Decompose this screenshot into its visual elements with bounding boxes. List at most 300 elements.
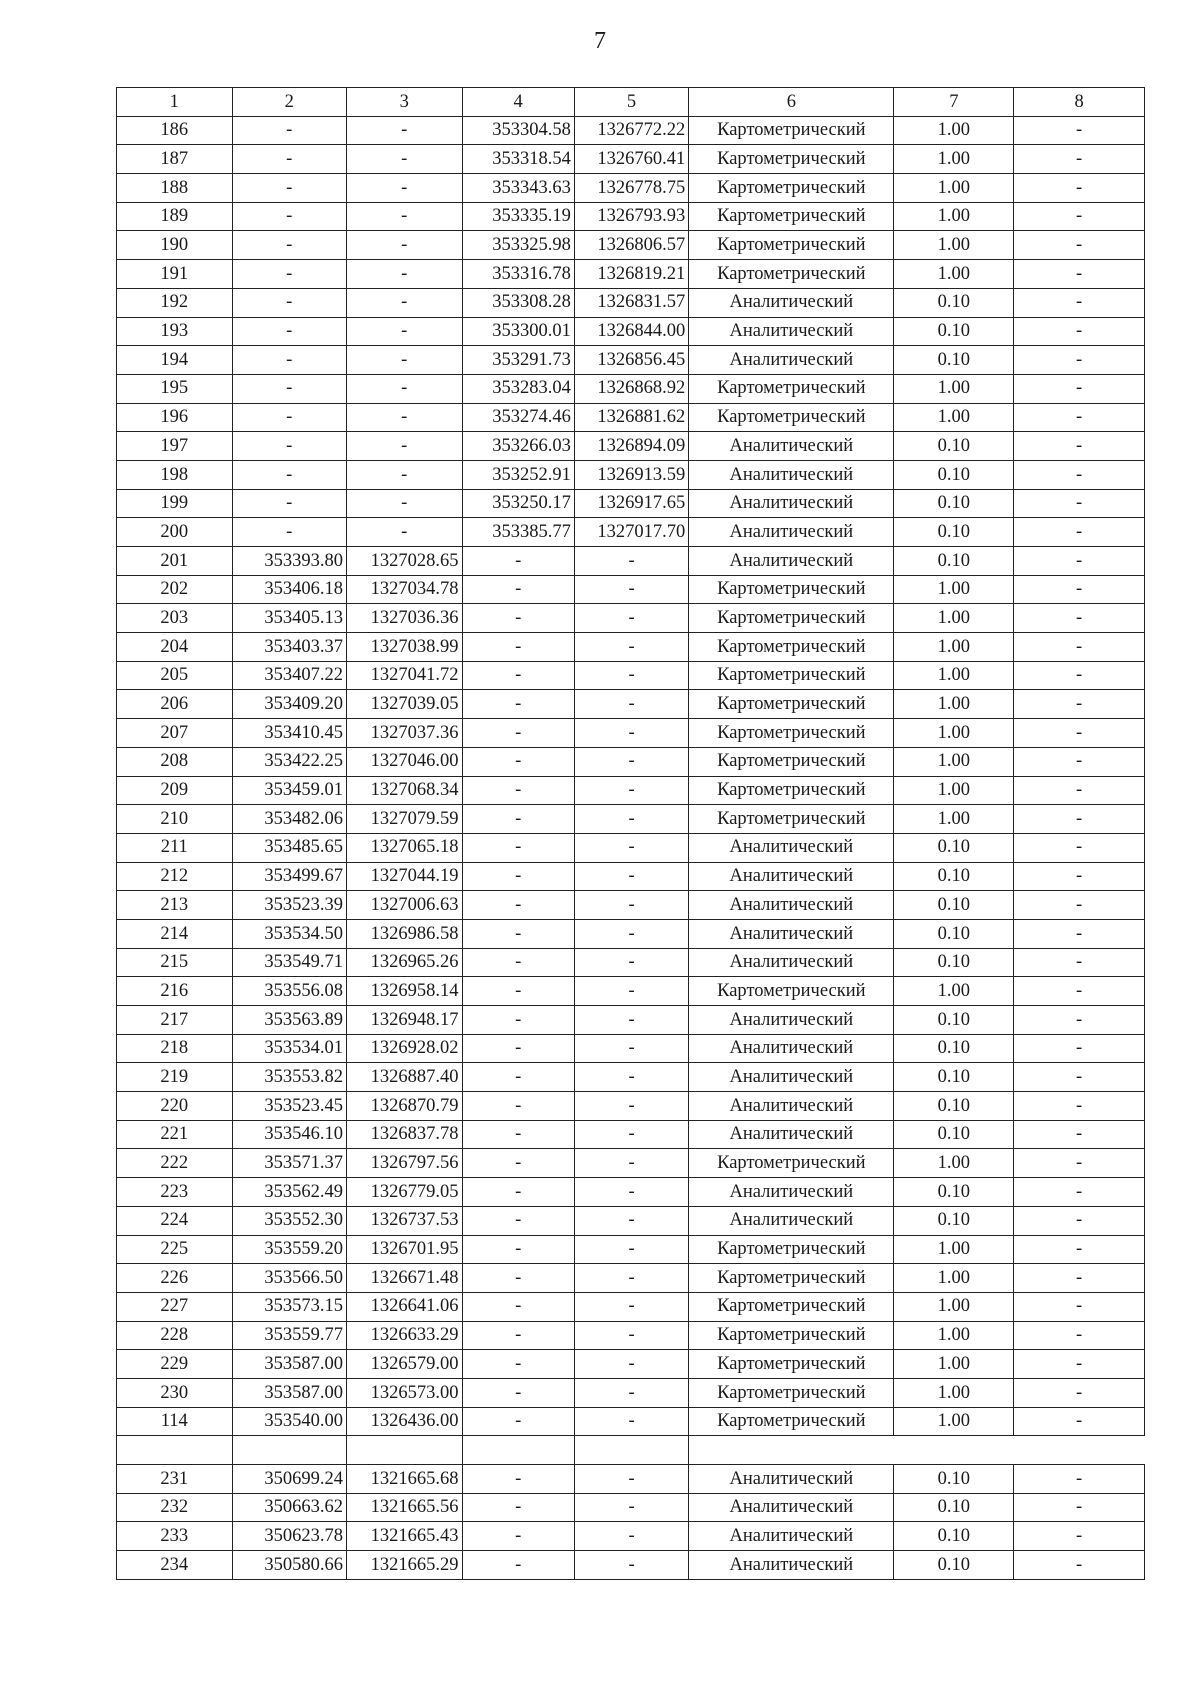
table-cell-col-5: - (574, 1006, 688, 1035)
column-header-8: 8 (1014, 88, 1145, 117)
table-row (117, 805, 1145, 834)
table-cell-col-8: - (1014, 575, 1145, 604)
table-cell-col-1: 222 (117, 1149, 233, 1178)
table-cell-col-8: - (1014, 604, 1145, 633)
table-cell-col-1: 214 (117, 919, 233, 948)
table-cell-col-4: - (462, 719, 574, 748)
table-cell-col-1: 209 (117, 776, 233, 805)
table-row (117, 288, 1145, 317)
table-row (117, 202, 1145, 231)
table-cell-col-2: - (232, 489, 346, 518)
table-cell-col-3: 1326779.05 (346, 1178, 462, 1207)
table-cell-col-1: 219 (117, 1063, 233, 1092)
table-cell-col-5: - (574, 1292, 688, 1321)
table-cell-col-5: 1326778.75 (574, 174, 688, 203)
table-cell-col-4: - (462, 1321, 574, 1350)
table-cell-col-6: Картометрический (689, 116, 894, 145)
table-cell-col-4: - (462, 747, 574, 776)
table-cell-col-5: 1326856.45 (574, 346, 688, 375)
table-cell-col-1: 200 (117, 518, 233, 547)
table-cell-col-5: - (574, 547, 688, 576)
table-cell-col-2: 353409.20 (232, 690, 346, 719)
table-cell-col-3: 1327034.78 (346, 575, 462, 604)
table-row (117, 633, 1145, 662)
table-cell-col-3: 1327079.59 (346, 805, 462, 834)
table-cell-col-3: 1326797.56 (346, 1149, 462, 1178)
table-cell-col-3: 1326837.78 (346, 1120, 462, 1149)
table-cell-col-5: - (574, 1034, 688, 1063)
table-row (117, 575, 1145, 604)
table-cell-col-6: Картометрический (689, 1378, 894, 1407)
table-cell-col-6: Картометрический (689, 145, 894, 174)
table-cell-col-3: 1326671.48 (346, 1264, 462, 1293)
table-row (117, 719, 1145, 748)
table-cell-col-3: 1326870.79 (346, 1092, 462, 1121)
table-cell-col-8: - (1014, 633, 1145, 662)
table-row (117, 1206, 1145, 1235)
table-cell-col-1: 191 (117, 260, 233, 289)
table-cell-col-5: - (574, 891, 688, 920)
table-cell-col-8: - (1014, 1034, 1145, 1063)
table-cell-col-4: - (462, 1522, 574, 1551)
table-cell-col-6: Аналитический (689, 1034, 894, 1063)
table-cell-col-7: 0.10 (894, 1120, 1014, 1149)
table-cell-col-3: - (346, 202, 462, 231)
table-cell-col-2: 353534.01 (232, 1034, 346, 1063)
table-cell-col-3: - (346, 518, 462, 547)
table-cell-col-7: 0.10 (894, 1063, 1014, 1092)
table-cell-col-1: 226 (117, 1264, 233, 1293)
table-cell-col-2: 353407.22 (232, 661, 346, 690)
table-cell-col-1: 199 (117, 489, 233, 518)
table-cell-col-3: 1326573.00 (346, 1378, 462, 1407)
table-cell-col-5: - (574, 1092, 688, 1121)
table-cell-col-1: 228 (117, 1321, 233, 1350)
table-cell-col-5: 1326760.41 (574, 145, 688, 174)
table-cell-col-8: - (1014, 231, 1145, 260)
table-cell-col-6: Картометрический (689, 719, 894, 748)
empty-cell (1014, 1436, 1145, 1465)
table-cell-col-2: 353523.39 (232, 891, 346, 920)
table-cell-col-1: 215 (117, 948, 233, 977)
table-cell-col-3: - (346, 403, 462, 432)
column-header-2: 2 (232, 88, 346, 117)
table-cell-col-2: 353556.08 (232, 977, 346, 1006)
table-cell-col-8: - (1014, 1350, 1145, 1379)
table-cell-col-3: 1327037.36 (346, 719, 462, 748)
table-cell-col-5: - (574, 1063, 688, 1092)
table-row (117, 547, 1145, 576)
table-cell-col-4: 353252.91 (462, 460, 574, 489)
table-cell-col-4: - (462, 1235, 574, 1264)
table-cell-col-2: - (232, 116, 346, 145)
table-cell-col-8: - (1014, 661, 1145, 690)
table-row (117, 1350, 1145, 1379)
table-row (117, 1178, 1145, 1207)
table-cell-col-6: Картометрический (689, 231, 894, 260)
table-row (117, 518, 1145, 547)
table-row (117, 1149, 1145, 1178)
table-cell-col-2: 353393.80 (232, 547, 346, 576)
table-cell-col-4: - (462, 1034, 574, 1063)
table-cell-col-7: 1.00 (894, 1264, 1014, 1293)
table-cell-col-8: - (1014, 260, 1145, 289)
table-cell-col-8: - (1014, 288, 1145, 317)
table-cell-col-3: 1327038.99 (346, 633, 462, 662)
table-cell-col-6: Картометрический (689, 977, 894, 1006)
table-cell-col-7: 0.10 (894, 547, 1014, 576)
table-cell-col-1: 224 (117, 1206, 233, 1235)
table-cell-col-1: 211 (117, 833, 233, 862)
table-cell-col-4: - (462, 1006, 574, 1035)
table-cell-col-6: Аналитический (689, 1206, 894, 1235)
table-cell-col-6: Картометрический (689, 575, 894, 604)
table-cell-col-5: - (574, 719, 688, 748)
table-cell-col-6: Аналитический (689, 1493, 894, 1522)
table-cell-col-7: 1.00 (894, 1350, 1014, 1379)
table-row (117, 1092, 1145, 1121)
table-cell-col-8: - (1014, 460, 1145, 489)
table-cell-col-2: 350663.62 (232, 1493, 346, 1522)
table-cell-col-7: 1.00 (894, 1235, 1014, 1264)
table-cell-col-2: - (232, 460, 346, 489)
table-cell-col-5: - (574, 1178, 688, 1207)
table-cell-col-2: 353563.89 (232, 1006, 346, 1035)
table-cell-col-6: Картометрический (689, 174, 894, 203)
table-cell-col-7: 1.00 (894, 1321, 1014, 1350)
table-cell-col-6: Картометрический (689, 1149, 894, 1178)
table-cell-col-8: - (1014, 977, 1145, 1006)
table-cell-col-7: 0.10 (894, 1034, 1014, 1063)
table-cell-col-7: 0.10 (894, 460, 1014, 489)
table-row (117, 1378, 1145, 1407)
table-cell-col-7: 1.00 (894, 719, 1014, 748)
table-cell-col-6: Картометрический (689, 805, 894, 834)
table-cell-col-8: - (1014, 919, 1145, 948)
table-cell-col-7: 0.10 (894, 1178, 1014, 1207)
table-cell-col-6: Аналитический (689, 1551, 894, 1580)
table-row (117, 919, 1145, 948)
table-cell-col-4: - (462, 1264, 574, 1293)
table-row (117, 977, 1145, 1006)
table-row (117, 1292, 1145, 1321)
table-cell-col-2: 353540.00 (232, 1407, 346, 1436)
table-cell-col-5: - (574, 1493, 688, 1522)
table-cell-col-2: 350699.24 (232, 1465, 346, 1494)
table-cell-col-4: - (462, 575, 574, 604)
table-cell-col-4: - (462, 1551, 574, 1580)
table-row (117, 661, 1145, 690)
table-cell-col-5: - (574, 1149, 688, 1178)
table-cell-col-7: 1.00 (894, 776, 1014, 805)
table-row (117, 1522, 1145, 1551)
table-cell-col-6: Аналитический (689, 1063, 894, 1092)
table-cell-col-8: - (1014, 805, 1145, 834)
table-cell-col-3: 1327065.18 (346, 833, 462, 862)
table-cell-col-4: - (462, 1378, 574, 1407)
table-cell-col-2: - (232, 432, 346, 461)
table-cell-col-6: Картометрический (689, 374, 894, 403)
table-cell-col-5: - (574, 604, 688, 633)
table-cell-col-8: - (1014, 145, 1145, 174)
table-cell-col-3: - (346, 231, 462, 260)
table-cell-col-1: 188 (117, 174, 233, 203)
table-cell-col-5: - (574, 1264, 688, 1293)
table-row (117, 460, 1145, 489)
table-cell-col-6: Аналитический (689, 432, 894, 461)
table-cell-col-8: - (1014, 1206, 1145, 1235)
table-row (117, 432, 1145, 461)
table-cell-col-5: - (574, 575, 688, 604)
table-cell-col-4: - (462, 862, 574, 891)
table-cell-col-5: - (574, 948, 688, 977)
table-cell-col-4: - (462, 1350, 574, 1379)
table-cell-col-8: - (1014, 1006, 1145, 1035)
table-cell-col-6: Картометрический (689, 1264, 894, 1293)
table-cell-col-6: Картометрический (689, 260, 894, 289)
table-cell-col-5: - (574, 1551, 688, 1580)
table-cell-col-7: 1.00 (894, 633, 1014, 662)
table-row (117, 1551, 1145, 1580)
table-cell-col-5: 1326772.22 (574, 116, 688, 145)
table-cell-col-4: - (462, 805, 574, 834)
table-cell-col-6: Аналитический (689, 489, 894, 518)
table-cell-col-4: - (462, 1092, 574, 1121)
table-cell-col-2: - (232, 403, 346, 432)
table-cell-col-2: - (232, 260, 346, 289)
table-cell-col-3: - (346, 288, 462, 317)
table-row (117, 948, 1145, 977)
table-cell-col-7: 1.00 (894, 116, 1014, 145)
table-cell-col-8: - (1014, 1178, 1145, 1207)
table-cell-col-6: Аналитический (689, 833, 894, 862)
table-cell-col-3: - (346, 145, 462, 174)
table-cell-col-2: 353549.71 (232, 948, 346, 977)
table-cell-col-2: 353405.13 (232, 604, 346, 633)
table-cell-col-4: - (462, 1063, 574, 1092)
table-cell-col-7: 0.10 (894, 1493, 1014, 1522)
table-cell-col-4: - (462, 633, 574, 662)
table-cell-col-7: 1.00 (894, 1378, 1014, 1407)
table-cell-col-1: 213 (117, 891, 233, 920)
table-cell-col-2: 353546.10 (232, 1120, 346, 1149)
table-cell-col-6: Аналитический (689, 317, 894, 346)
table-cell-col-7: 1.00 (894, 690, 1014, 719)
table-cell-col-7: 1.00 (894, 260, 1014, 289)
table-cell-col-4: - (462, 833, 574, 862)
table-cell-col-2: - (232, 518, 346, 547)
table-cell-col-7: 0.10 (894, 1006, 1014, 1035)
table-cell-col-2: - (232, 145, 346, 174)
table-cell-col-6: Аналитический (689, 1178, 894, 1207)
table-cell-col-4: - (462, 1178, 574, 1207)
table-cell-col-5: - (574, 805, 688, 834)
table-cell-col-3: - (346, 317, 462, 346)
table-cell-col-8: - (1014, 948, 1145, 977)
table-cell-col-3: 1326965.26 (346, 948, 462, 977)
table-cell-col-6: Аналитический (689, 1006, 894, 1035)
table-cell-col-5: - (574, 862, 688, 891)
table-cell-col-1: 233 (117, 1522, 233, 1551)
table-cell-col-8: - (1014, 518, 1145, 547)
table-cell-col-1: 208 (117, 747, 233, 776)
table-row (117, 489, 1145, 518)
table-cell-col-5: 1327017.70 (574, 518, 688, 547)
table-cell-col-3: 1326641.06 (346, 1292, 462, 1321)
table-cell-col-5: 1326868.92 (574, 374, 688, 403)
table-cell-col-8: - (1014, 1465, 1145, 1494)
table-cell-col-7: 0.10 (894, 1551, 1014, 1580)
table-cell-col-1: 234 (117, 1551, 233, 1580)
table-cell-col-4: - (462, 1493, 574, 1522)
table-cell-col-2: 350623.78 (232, 1522, 346, 1551)
table-cell-col-3: 1321665.43 (346, 1522, 462, 1551)
table-cell-col-7: 1.00 (894, 747, 1014, 776)
table-cell-col-5: - (574, 1465, 688, 1494)
table-cell-col-6: Аналитический (689, 891, 894, 920)
table-cell-col-5: - (574, 1407, 688, 1436)
table-cell-col-1: 195 (117, 374, 233, 403)
table-cell-col-5: 1326819.21 (574, 260, 688, 289)
table-cell-col-4: - (462, 1407, 574, 1436)
table-cell-col-6: Картометрический (689, 1292, 894, 1321)
table-cell-col-3: - (346, 174, 462, 203)
table-cell-col-1: 203 (117, 604, 233, 633)
table-cell-col-7: 0.10 (894, 432, 1014, 461)
table-cell-col-3: - (346, 432, 462, 461)
table-cell-col-6: Аналитический (689, 1465, 894, 1494)
table-cell-col-7: 0.10 (894, 1206, 1014, 1235)
table-cell-col-1: 212 (117, 862, 233, 891)
table-cell-col-2: - (232, 346, 346, 375)
table-cell-col-2: - (232, 288, 346, 317)
table-cell-col-3: 1326986.58 (346, 919, 462, 948)
table-cell-col-6: Аналитический (689, 518, 894, 547)
table-cell-col-7: 0.10 (894, 891, 1014, 920)
table-cell-col-8: - (1014, 1522, 1145, 1551)
table-cell-col-4: 353266.03 (462, 432, 574, 461)
table-cell-col-6: Аналитический (689, 346, 894, 375)
table-cell-col-4: - (462, 661, 574, 690)
table-cell-col-3: 1326928.02 (346, 1034, 462, 1063)
table-cell-col-3: 1327006.63 (346, 891, 462, 920)
table-cell-col-3: 1327044.19 (346, 862, 462, 891)
table-cell-col-2: 353523.45 (232, 1092, 346, 1121)
table-cell-col-2: - (232, 374, 346, 403)
table-cell-col-7: 1.00 (894, 1292, 1014, 1321)
table-cell-col-7: 1.00 (894, 403, 1014, 432)
table-cell-col-4: - (462, 891, 574, 920)
table-cell-col-1: 218 (117, 1034, 233, 1063)
table-cell-col-3: - (346, 374, 462, 403)
table-cell-col-1: 190 (117, 231, 233, 260)
table-cell-col-5: 1326881.62 (574, 403, 688, 432)
table-cell-col-3: - (346, 489, 462, 518)
table-cell-col-8: - (1014, 317, 1145, 346)
table-cell-col-3: 1321665.29 (346, 1551, 462, 1580)
coordinates-table (116, 87, 1145, 1580)
table-cell-col-8: - (1014, 1063, 1145, 1092)
table-cell-col-3: - (346, 116, 462, 145)
table-cell-col-1: 205 (117, 661, 233, 690)
table-cell-col-7: 1.00 (894, 977, 1014, 1006)
table-cell-col-5: - (574, 1321, 688, 1350)
table-cell-col-2: 353553.82 (232, 1063, 346, 1092)
table-cell-col-8: - (1014, 403, 1145, 432)
table-cell-col-1: 198 (117, 460, 233, 489)
table-cell-col-1: 227 (117, 1292, 233, 1321)
table-cell-col-6: Аналитический (689, 460, 894, 489)
table-cell-col-6: Аналитический (689, 1120, 894, 1149)
empty-cell (346, 1436, 462, 1465)
table-cell-col-1: 194 (117, 346, 233, 375)
table-cell-col-6: Аналитический (689, 547, 894, 576)
table-cell-col-1: 207 (117, 719, 233, 748)
table-cell-col-1: 216 (117, 977, 233, 1006)
table-cell-col-6: Аналитический (689, 948, 894, 977)
table-cell-col-6: Картометрический (689, 661, 894, 690)
table-row (117, 116, 1145, 145)
table-cell-col-2: - (232, 174, 346, 203)
table-cell-col-3: 1327068.34 (346, 776, 462, 805)
table-cell-col-5: - (574, 690, 688, 719)
table-cell-col-2: 353406.18 (232, 575, 346, 604)
table-cell-col-5: 1326793.93 (574, 202, 688, 231)
table-cell-col-2: - (232, 202, 346, 231)
table-cell-col-2: 353587.00 (232, 1378, 346, 1407)
table-cell-col-6: Картометрический (689, 1407, 894, 1436)
table-cell-col-1: 210 (117, 805, 233, 834)
table-cell-col-4: - (462, 1292, 574, 1321)
table-cell-col-6: Аналитический (689, 919, 894, 948)
table-cell-col-5: - (574, 977, 688, 1006)
table-cell-col-5: 1326844.00 (574, 317, 688, 346)
table-cell-col-2: 353499.67 (232, 862, 346, 891)
table-cell-col-3: 1326737.53 (346, 1206, 462, 1235)
table-row (117, 1493, 1145, 1522)
table-cell-col-6: Аналитический (689, 288, 894, 317)
table-cell-col-4: - (462, 776, 574, 805)
table-cell-col-8: - (1014, 489, 1145, 518)
table-row (117, 1120, 1145, 1149)
table-cell-col-1: 221 (117, 1120, 233, 1149)
table-cell-col-8: - (1014, 116, 1145, 145)
empty-cell (117, 1436, 233, 1465)
table-cell-col-5: - (574, 1206, 688, 1235)
empty-cell (462, 1436, 574, 1465)
table-cell-col-2: 353410.45 (232, 719, 346, 748)
table-cell-col-6: Картометрический (689, 1235, 894, 1264)
table-cell-col-4: - (462, 977, 574, 1006)
table-cell-col-1: 204 (117, 633, 233, 662)
table-cell-col-4: - (462, 1206, 574, 1235)
table-row (117, 1235, 1145, 1264)
table-cell-col-3: 1326436.00 (346, 1407, 462, 1436)
table-cell-col-1: 189 (117, 202, 233, 231)
table-cell-col-4: 353283.04 (462, 374, 574, 403)
table-cell-col-7: 1.00 (894, 145, 1014, 174)
table-cell-col-8: - (1014, 174, 1145, 203)
table-cell-col-7: 1.00 (894, 575, 1014, 604)
table-row (117, 690, 1145, 719)
table-cell-col-2: 353422.25 (232, 747, 346, 776)
table-cell-col-8: - (1014, 690, 1145, 719)
column-header-7: 7 (894, 88, 1014, 117)
table-cell-col-1: 220 (117, 1092, 233, 1121)
table-cell-col-2: 353403.37 (232, 633, 346, 662)
table-row (117, 1321, 1145, 1350)
table-cell-col-3: 1326887.40 (346, 1063, 462, 1092)
